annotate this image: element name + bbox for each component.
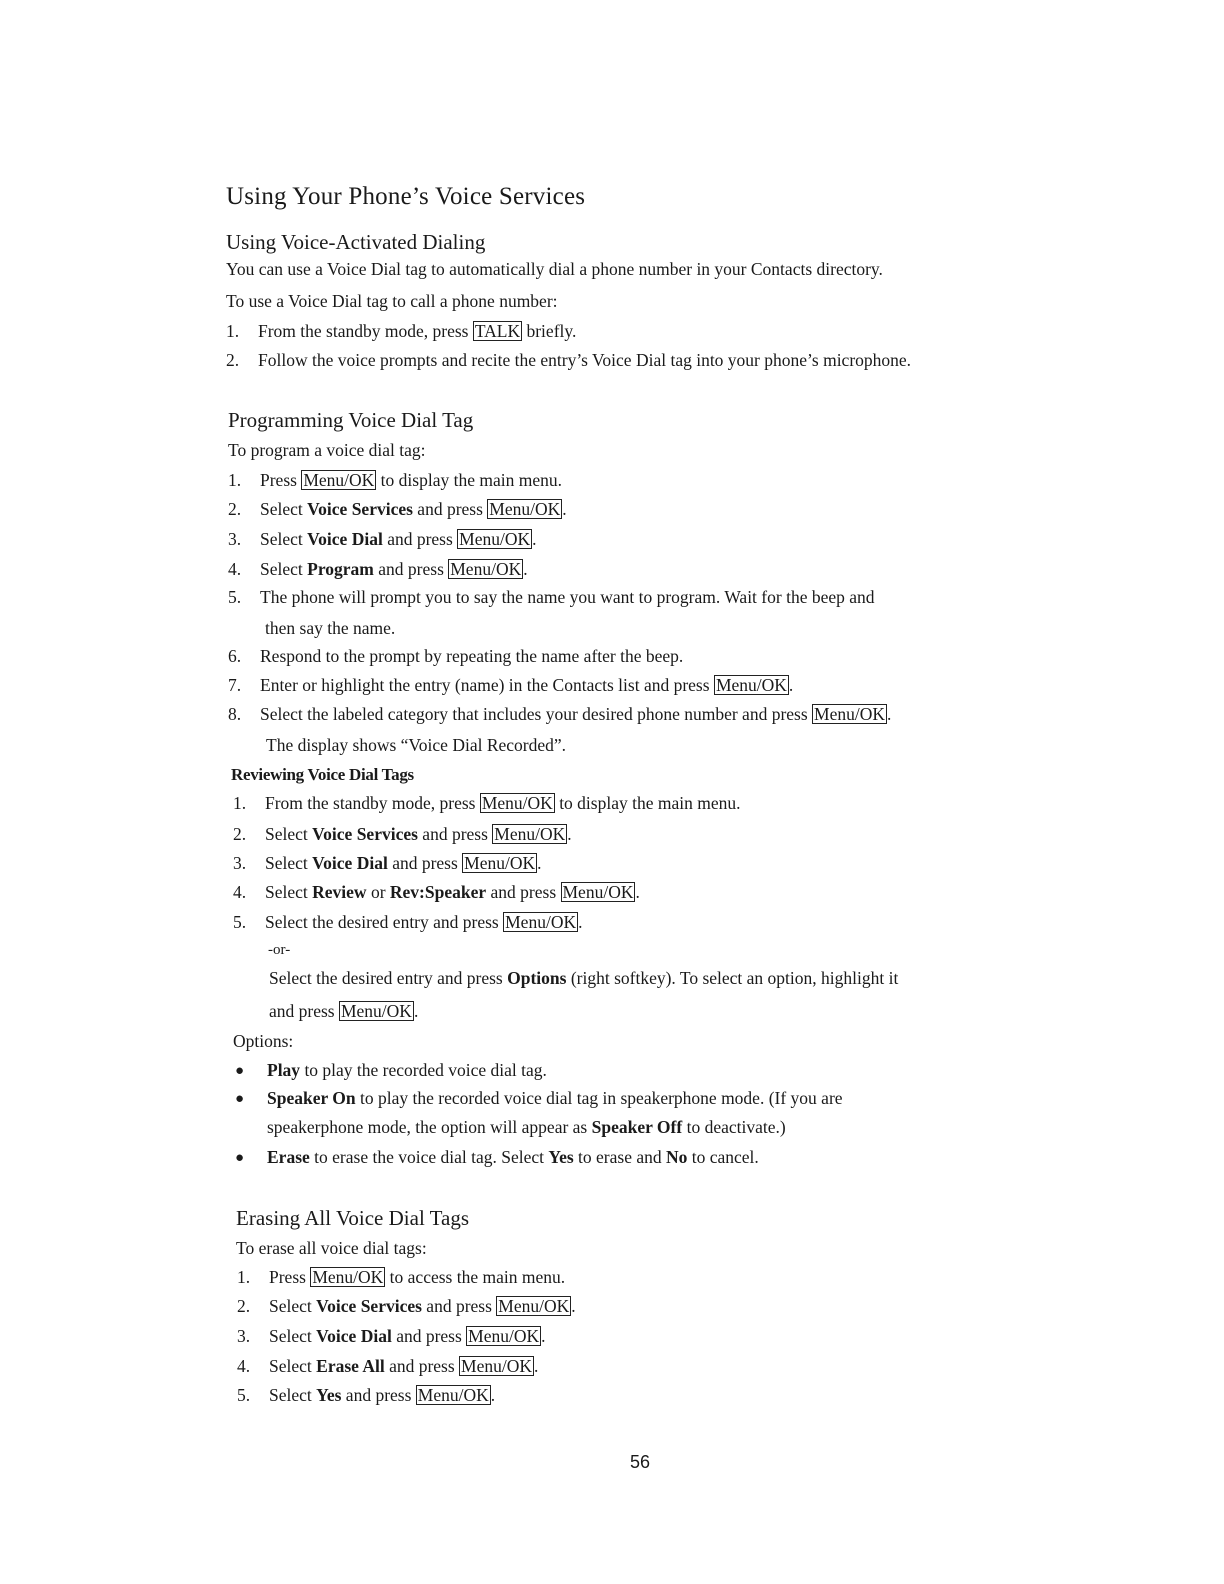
prog-step-3: 3. Select Voice Dial and press Menu/OK . [228,529,537,549]
menu-ok-key: Menu/OK [417,1385,489,1405]
prog-step-5: 5. The phone will prompt you to say the name you want to program. Wait for the beep and [228,587,875,607]
option-erase: ● Erase to erase the voice dial tag. Select Yes to erase and No to cancel. [235,1147,759,1167]
vad-intro: You can use a Voice Dial tag to automatically dial a phone number in your Contacts directory. [226,259,883,279]
erase-step-2: 2. Select Voice Services and press Menu/OK . [237,1296,576,1316]
erase-step-4: 4. Select Erase All and press Menu/OK . [237,1356,539,1376]
prog-step-8: 8. Select the labeled category that includes your desired phone number and press Menu/OK . [228,704,892,724]
prog-step-4: 4. Select Program and press Menu/OK . [228,559,528,579]
erase-intro: To erase all voice dial tags: [236,1238,427,1258]
prog-step-1: 1. Press Menu/OK to display the main menu. [228,470,562,490]
menu-ok-key: Menu/OK [464,853,536,873]
review-step-3: 3. Select Voice Dial and press Menu/OK . [233,853,542,873]
prog-step-2: 2. Select Voice Services and press Menu/OK . [228,499,567,519]
review-step-4: 4. Select Review or Rev:Speaker and press Menu/OK . [233,882,640,902]
page-number: 56 [630,1452,651,1472]
review-step-5: 5. Select the desired entry and press Menu/OK . [233,912,583,932]
review-step-2: 2. Select Voice Services and press Menu/OK . [233,824,572,844]
options-label: Options: [233,1031,294,1051]
menu-ok-key: Menu/OK [461,1356,533,1376]
section-heading-programming: Programming Voice Dial Tag [228,408,474,432]
review-alt-1: Select the desired entry and press Options (right softkey). To select an option, highlight it [269,968,899,988]
prog-step-5-cont: then say the name. [265,618,396,638]
option-play: ● Play to play the recorded voice dial tag. [235,1060,547,1080]
menu-ok-key: Menu/OK [715,675,787,695]
menu-ok-key: Menu/OK [494,824,566,844]
menu-ok-key: Menu/OK [498,1296,570,1316]
menu-ok-key: Menu/OK [814,704,886,724]
section-heading-vad: Using Voice-Activated Dialing [226,230,486,254]
bullet-icon: ● [235,1063,245,1079]
review-step-1: 1. From the standby mode, press Menu/OK to display the main menu. [233,793,741,813]
erase-step-5: 5. Select Yes and press Menu/OK . [237,1385,496,1405]
bullet-icon: ● [235,1150,245,1166]
menu-ok-key: Menu/OK [489,499,561,519]
prog-step-8-cont: The display shows “Voice Dial Recorded”. [266,735,567,755]
talk-key: TALK [474,321,521,341]
erase-step-3: 3. Select Voice Dial and press Menu/OK . [237,1326,546,1346]
menu-ok-key: Menu/OK [481,793,553,813]
menu-ok-key: Menu/OK [303,470,375,490]
prog-step-6: 6. Respond to the prompt by repeating the name after the beep. [228,646,684,666]
review-or: -or- [268,942,291,958]
menu-ok-key: Menu/OK [562,882,634,902]
menu-ok-key: Menu/OK [312,1267,384,1287]
prog-intro: To program a voice dial tag: [228,440,426,460]
option-speaker-on: ● Speaker On to play the recorded voice dial tag in speakerphone mode. (If you are [235,1088,843,1108]
vad-step-1: 1. From the standby mode, press TALK briefly. [226,321,577,341]
menu-ok-key: Menu/OK [468,1326,540,1346]
vad-intro2: To use a Voice Dial tag to call a phone number: [226,291,558,311]
section-heading-reviewing: Reviewing Voice Dial Tags [231,765,414,784]
section-heading-erasing: Erasing All Voice Dial Tags [236,1206,470,1230]
vad-step-2: 2. Follow the voice prompts and recite the entry’s Voice Dial tag into your phone’s microphone. [226,350,912,370]
erase-step-1: 1. Press Menu/OK to access the main menu. [237,1267,566,1287]
menu-ok-key: Menu/OK [450,559,522,579]
option-speaker-on-cont: speakerphone mode, the option will appear as Speaker Off to deactivate.) [267,1117,786,1137]
review-alt-2: and press Menu/OK . [269,1001,419,1021]
menu-ok-key: Menu/OK [340,1001,412,1021]
menu-ok-key: Menu/OK [459,529,531,549]
bullet-icon: ● [235,1091,245,1107]
page-title: Using Your Phone’s Voice Services [226,183,586,210]
prog-step-7: 7. Enter or highlight the entry (name) in the Contacts list and press Menu/OK . [228,675,794,695]
menu-ok-key: Menu/OK [505,912,577,932]
